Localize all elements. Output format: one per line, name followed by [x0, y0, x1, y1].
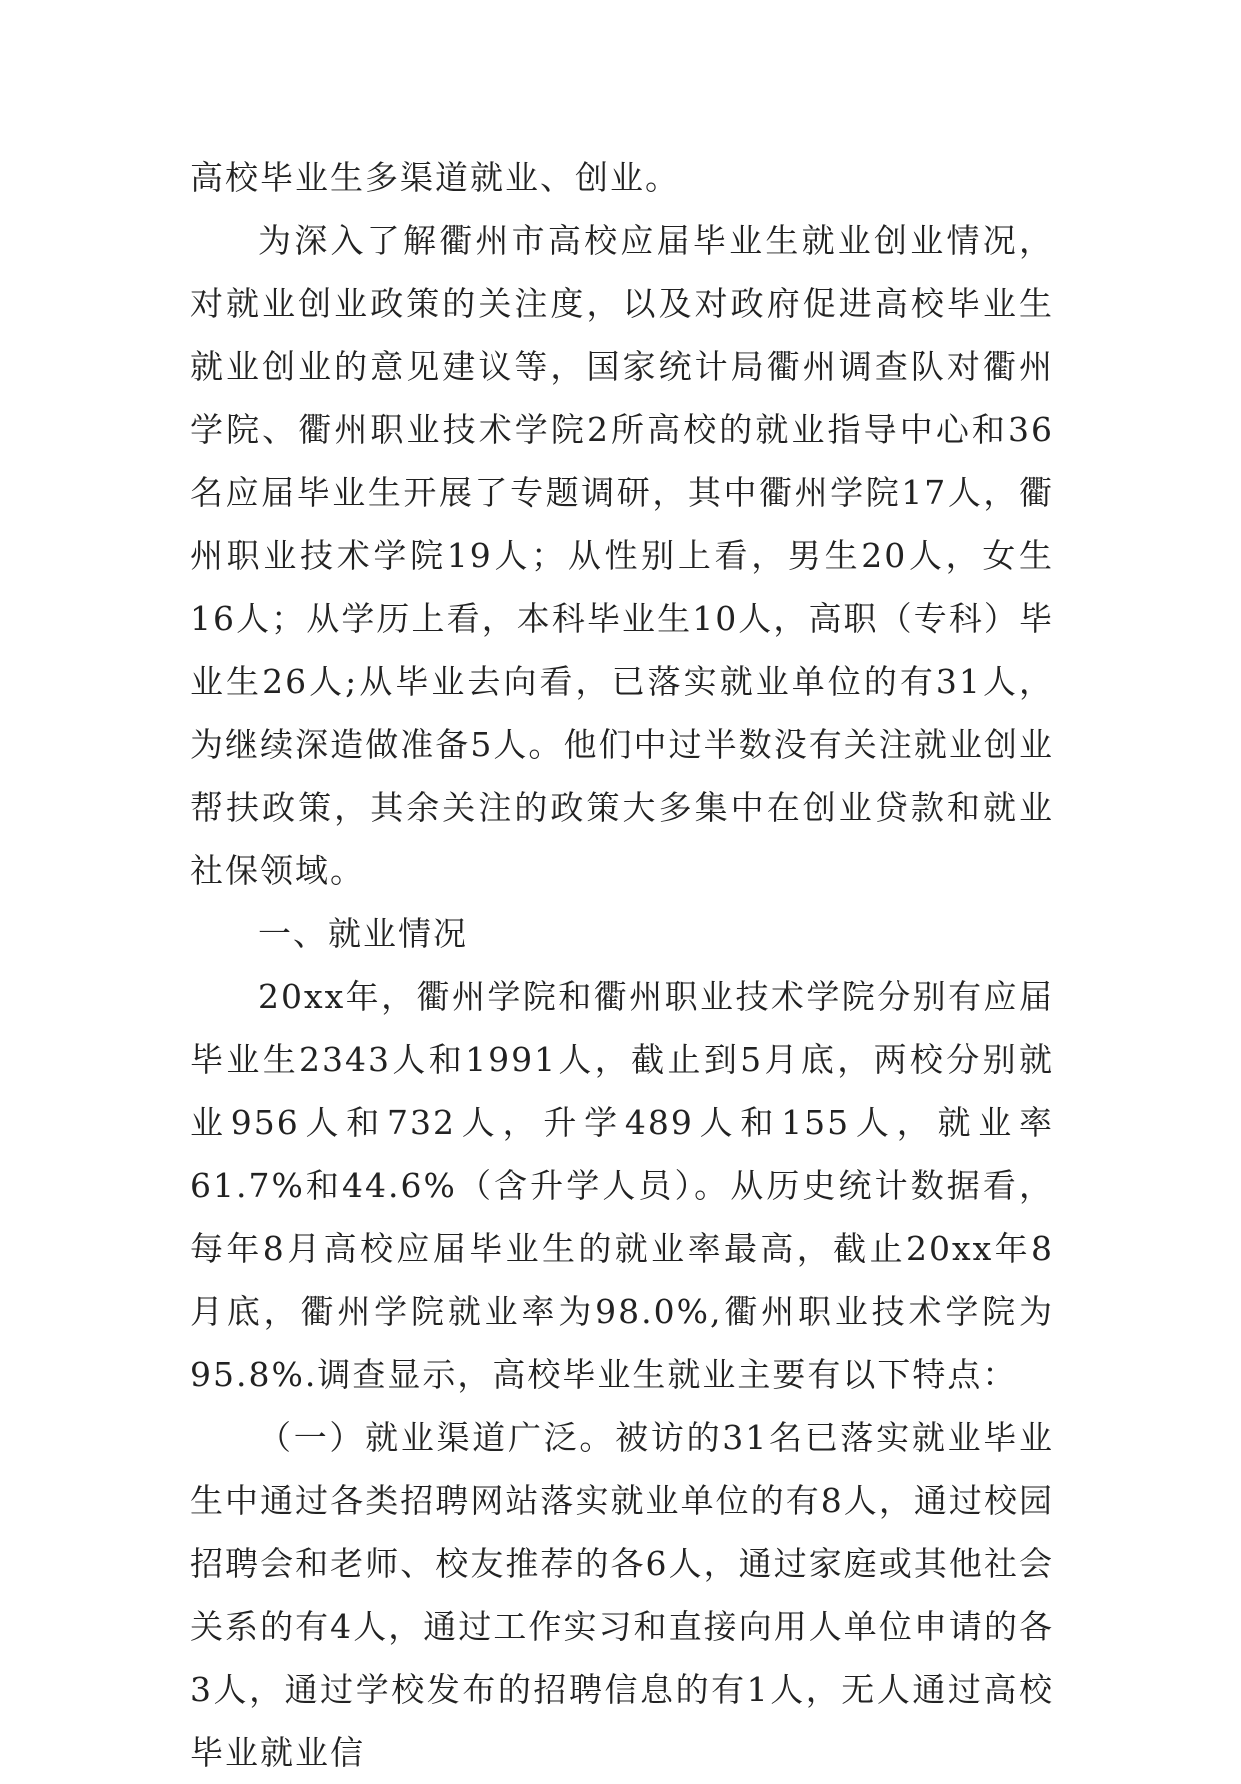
- paragraph-1: 高校毕业生多渠道就业、创业。: [190, 158, 680, 197]
- paragraph-2: 为深入了解衢州市高校应届毕业生就业创业情况，对就业创业政策的关注度，以及对政府促进高校毕业生就业创业的意见建议等，国家统计局衢州调查队对衢州学院、衢州职业技术学院2所高校的就业指导中心和36名应届毕业生开展了专题调研，其中衢州学院17人，衢州职业技术学院19人；从性别上看，男生20人，女生16人；从学历上看，本科毕业生10人，高职（专科）毕业生26人;从毕业去向看，已落实就业单位的有31人，为继续深造做准备5人。他们中过半数没有关注就业创业帮扶政策，其余关注的政策大多集中在创业贷款和就业社保领域。: [190, 221, 1054, 890]
- paragraph-4: （一）就业渠道广泛。被访的31名已落实就业毕业生中通过各类招聘网站落实就业单位的有8人，通过校园招聘会和老师、校友推荐的各6人，通过家庭或其他社会关系的有4人，通过工作实习和直接向用人单位申请的各3人，通过学校发布的招聘信息的有1人，无人通过高校毕业就业信: [190, 1418, 1054, 1772]
- section-heading: 一、就业情况: [258, 914, 468, 953]
- paragraph-3: 20xx年，衢州学院和衢州职业技术学院分别有应届毕业生2343人和1991人，截止到5月底，两校分别就业956人和732人，升学489人和155人，就业率61.7%和44.6%（含升学人员）。从历史统计数据看，每年8月高校应届毕业生的就业率最高，截止20xx年8月底，衢州学院就业率为98.0%,衢州职业技术学院为95.8%.调查显示，高校毕业生就业主要有以下特点：: [190, 977, 1054, 1394]
- document-page: [190, 146, 1054, 1784]
